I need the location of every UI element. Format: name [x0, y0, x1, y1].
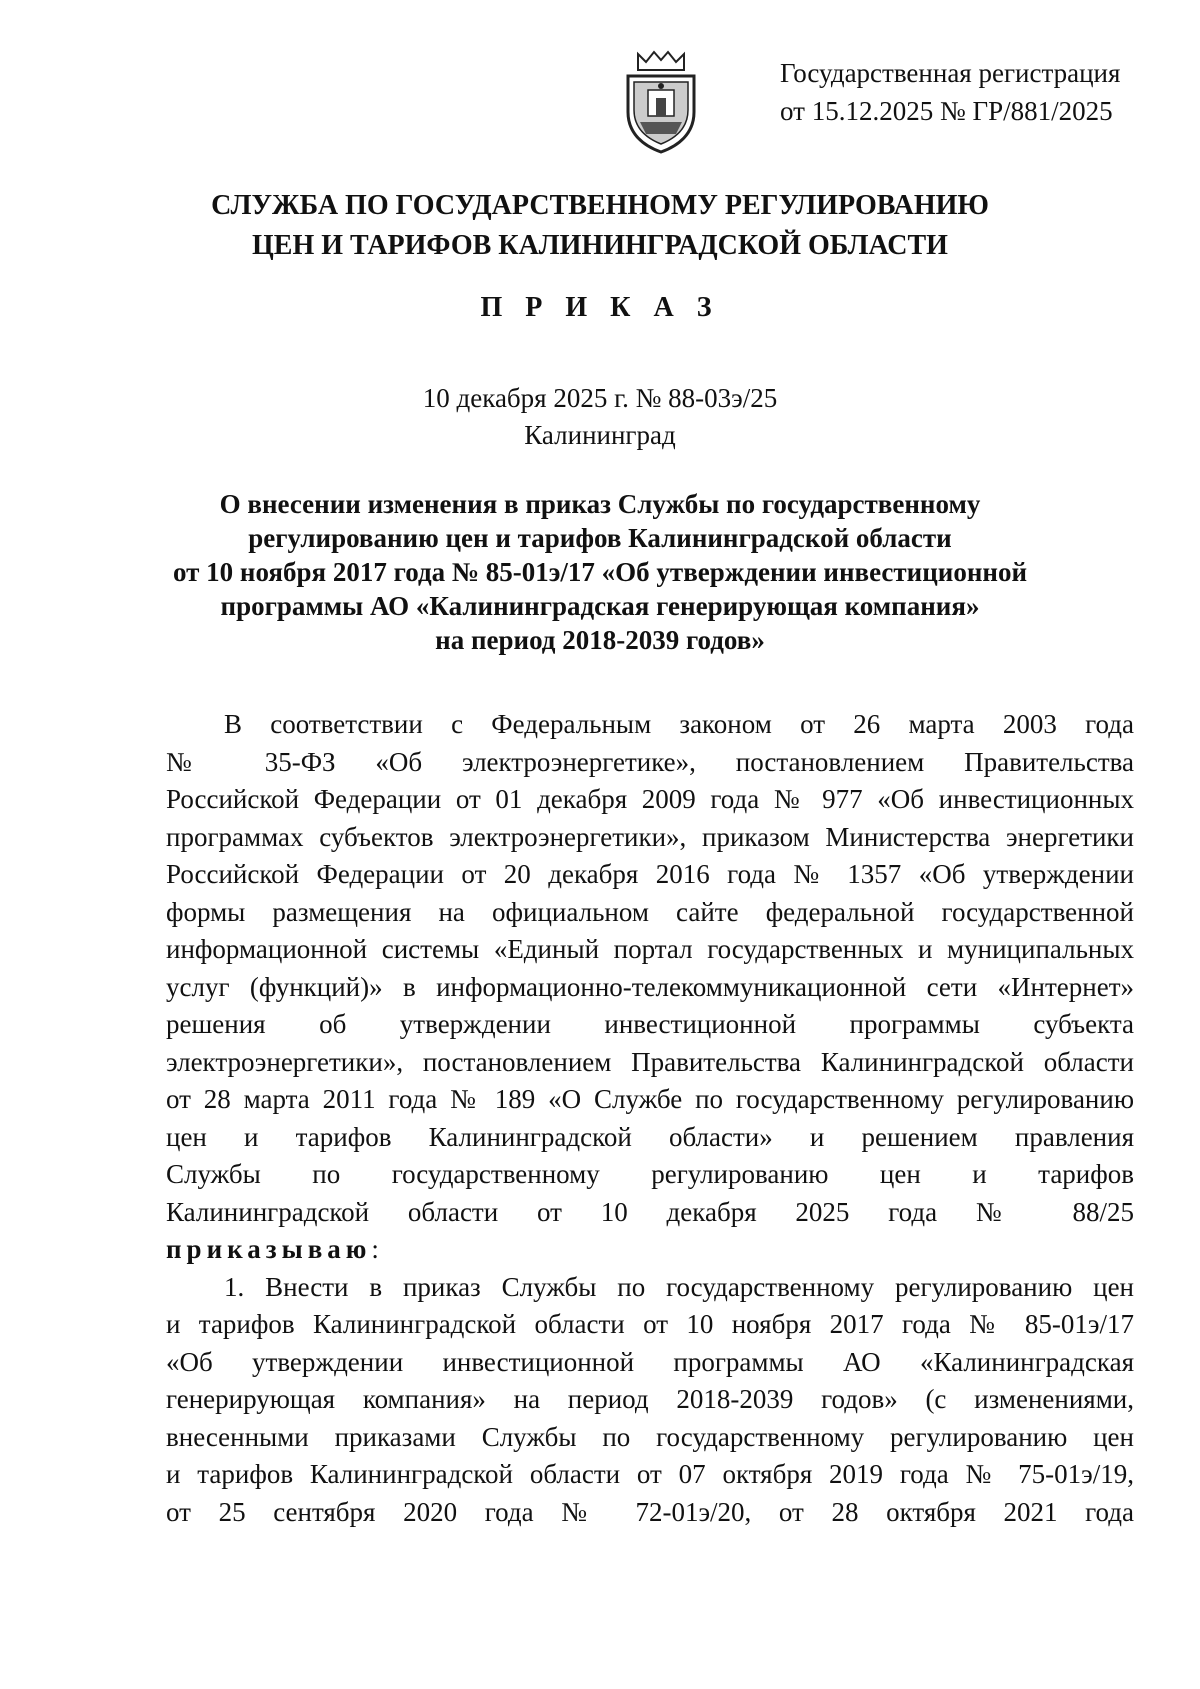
organization-line: СЛУЖБА ПО ГОСУДАРСТВЕННОМУ РЕГУЛИРОВАНИЮ — [211, 190, 989, 221]
item1-line: от 25 сентября 2020 года № 72-01э/20, от 28 октября 2021 года — [166, 1496, 1134, 1527]
registration-stamp — [780, 54, 1160, 130]
organization-line: ЦЕН И ТАРИФОВ КАЛИНИНГРАДСКОЙ ОБЛАСТИ — [252, 230, 948, 261]
item1-line: внесенными приказами Службы по государственному регулированию цен — [166, 1421, 1134, 1452]
preamble-line: цен и тарифов Калининградской области» и решением правления — [166, 1121, 1134, 1152]
preamble-line: Службы по государственному регулированию цен и тарифов — [166, 1159, 1134, 1189]
organization-name — [80, 186, 1120, 266]
date-and-place — [80, 380, 1120, 454]
preamble-line: формы размещения на официальном сайте федеральной государственной — [166, 896, 1134, 927]
preamble-line: электроэнергетики», постановлением Правительства Калининградской области — [166, 1046, 1134, 1077]
kaliningrad-coat-of-arms-icon — [618, 46, 704, 156]
preamble-line: услуг (функций)» в информационно-телекоммуникационной сети «Интернет» — [166, 971, 1134, 1002]
item1-line: и тарифов Калининградской области от 07 октября 2019 года № 75-01э/19, — [166, 1459, 1134, 1489]
item1-line: 1. Внести в приказ Службы по государственному регулированию цен — [224, 1271, 1134, 1302]
order-subject — [120, 487, 1080, 657]
order-body — [166, 706, 1134, 1531]
preamble-line: Калининградской области от 10 декабря 2025 года № 88/25 — [166, 1196, 1134, 1227]
subject-line: на период 2018-2039 годов» — [435, 625, 765, 655]
registration-line: Государственная регистрация — [780, 58, 1121, 88]
order-word: приказываю — [166, 1234, 372, 1264]
preamble-line: решения об утверждении инвестиционной программы субъекта — [166, 1009, 1134, 1039]
item1-line: и тарифов Калининградской области от 10 ноября 2017 года № 85-01э/17 — [166, 1309, 1134, 1339]
preamble-line: В соответствии с Федеральным законом от 26 марта 2003 года — [224, 709, 1134, 739]
subject-line: О внесении изменения в приказ Службы по государственному — [219, 489, 981, 519]
item1-line: генерирующая компания» на период 2018-2039 годов» (с изменениями, — [166, 1384, 1134, 1414]
order-city: Калининград — [524, 420, 676, 450]
preamble-line: Российской Федерации от 01 декабря 2009 года № 977 «Об инвестиционных — [166, 784, 1134, 814]
preamble-line: Российской Федерации от 20 декабря 2016 года № 1357 «Об утверждении — [166, 859, 1134, 889]
preamble-line: информационной системы «Единый портал государственных и муниципальных — [166, 934, 1134, 964]
registration-number-line: от 15.12.2025 № ГР/881/2025 — [780, 96, 1113, 126]
order-word-line — [166, 1231, 1134, 1269]
order-word-colon: : — [371, 1234, 379, 1264]
preamble-line: программах субъектов электроэнергетики», приказом Министерства энергетики — [166, 821, 1134, 852]
preamble-line: от 28 марта 2011 года № 189 «О Службе по государственному регулированию — [166, 1084, 1134, 1114]
subject-line: программы АО «Калининградская генерирующая компания» — [220, 591, 980, 621]
subject-line: от 10 ноября 2017 года № 85-01э/17 «Об утверждении инвестиционной — [172, 557, 1028, 587]
item1-line: «Об утверждении инвестиционной программы АО «Калининградская — [166, 1346, 1134, 1377]
subject-line: регулированию цен и тарифов Калининградской области — [248, 523, 952, 553]
preamble-line: № 35-ФЗ «Об электроэнергетике», постановлением Правительства — [166, 746, 1134, 777]
order-date-number: 10 декабря 2025 г. № 88-03э/25 — [422, 383, 778, 413]
document-type-title: П Р И К А З — [480, 292, 720, 323]
